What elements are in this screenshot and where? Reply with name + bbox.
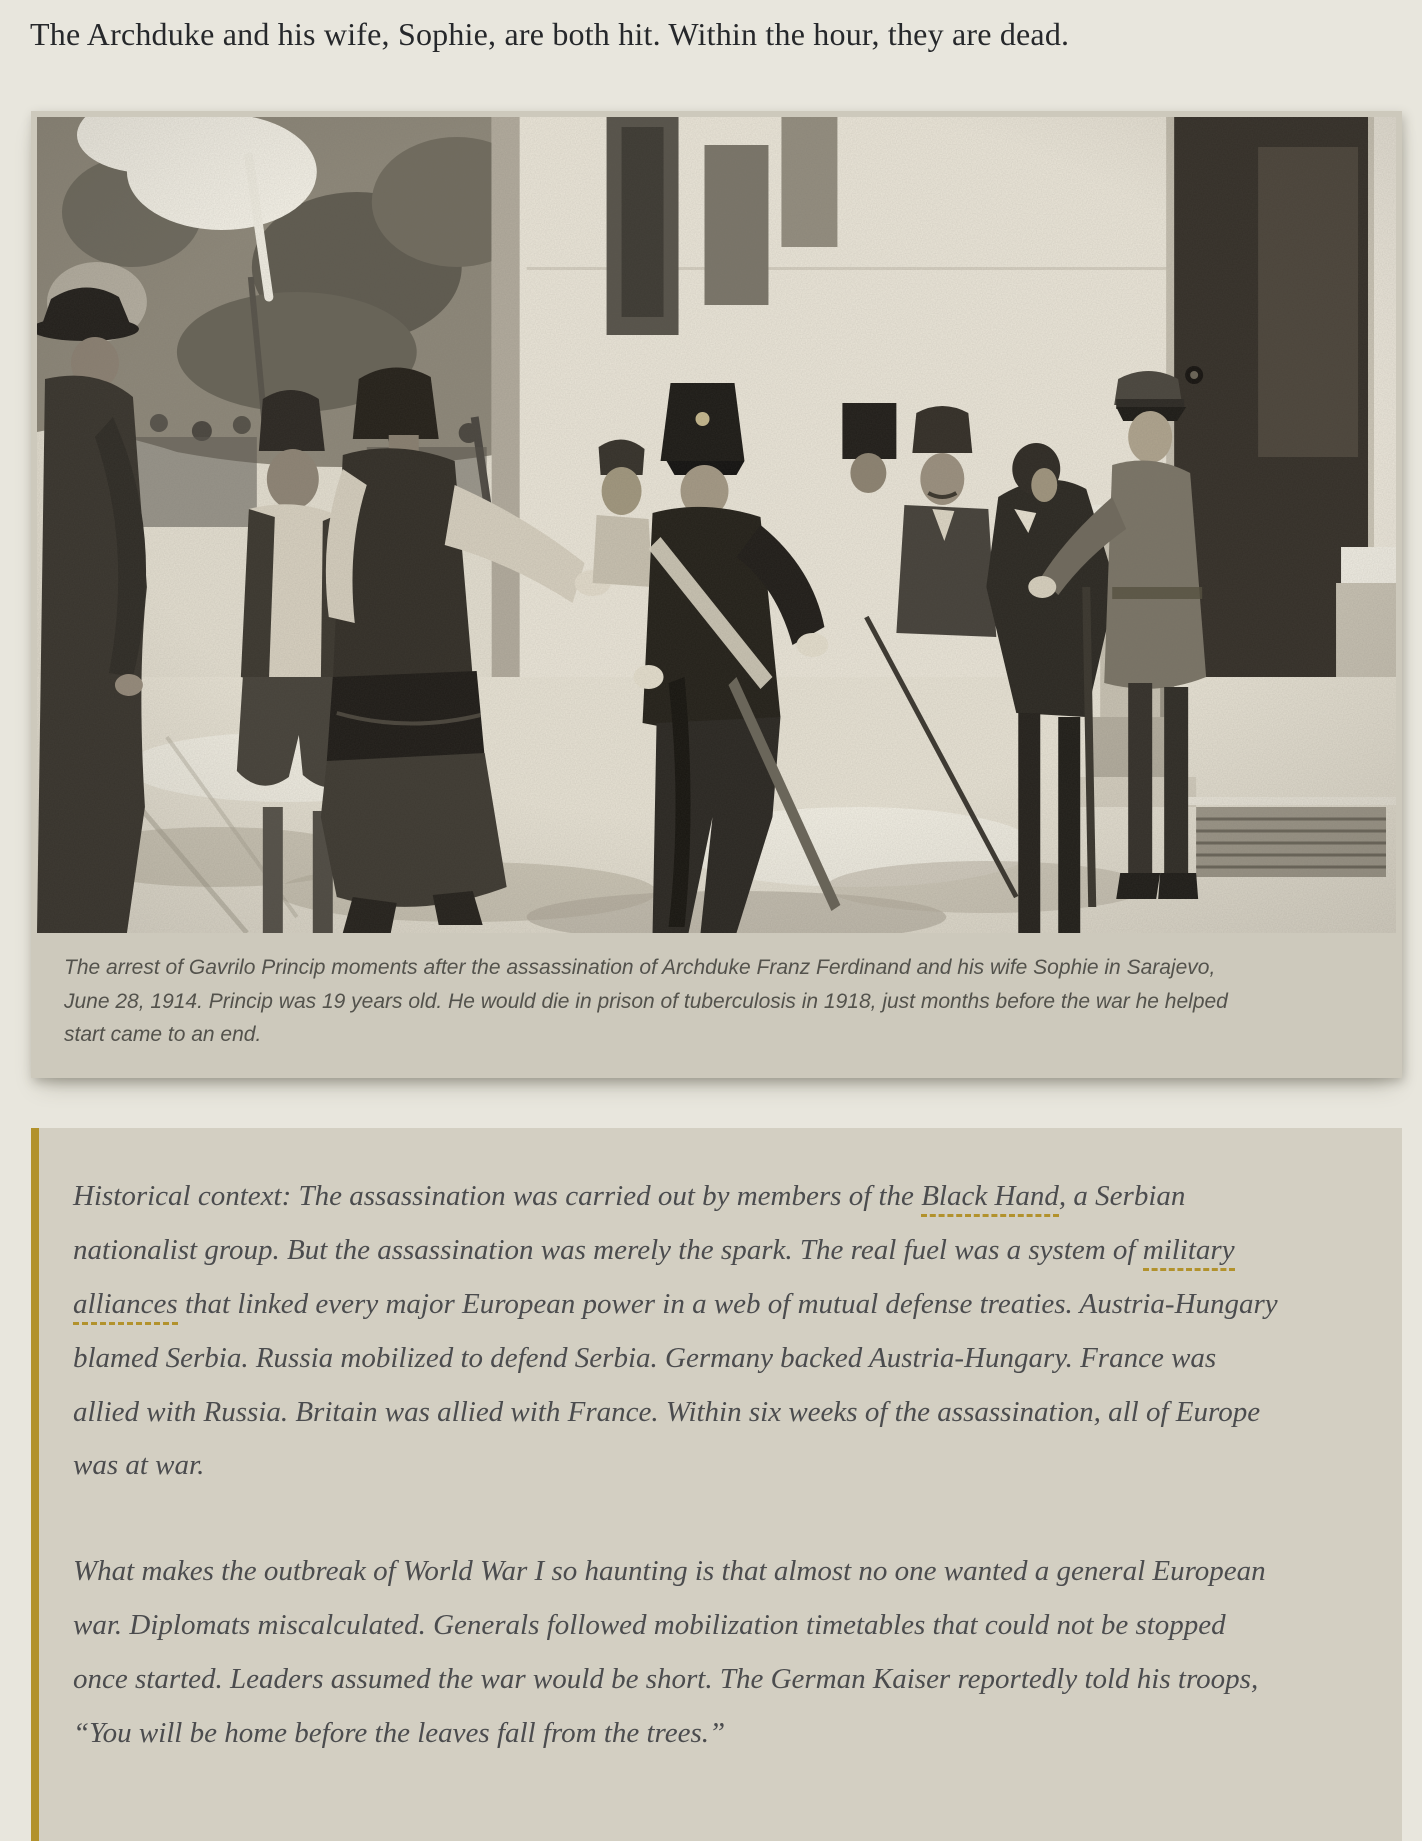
arrest-photo-illustration xyxy=(37,117,1396,933)
historical-context-blockquote xyxy=(31,1128,1402,1841)
black-hand-link[interactable]: Black Hand xyxy=(921,1180,1059,1217)
article xyxy=(0,14,1422,1841)
context-text: , a Serbian nationalist group. But the assassination was merely the spark. The real fuel was a system of xyxy=(73,1179,1186,1266)
intro-paragraph: The Archduke and his wife, Sophie, are both hit. Within the hour, they are dead. xyxy=(30,16,1070,52)
film-grain-overlay xyxy=(37,117,1396,933)
photo-caption: The arrest of Gavrilo Princip moments after the assassination of Archduke Franz Ferdinand and his wife Sophie in Sarajevo, June 28, 1914. Princip was 19 years old. He would die in prison of tuberculosis in 1918, just months before the war he helped start came to an end. xyxy=(64,956,1228,1047)
photo-figure xyxy=(31,111,1402,1078)
context-text: Historical context: The assassination was carried out by members of the xyxy=(73,1179,922,1212)
context-paragraph-2: What makes the outbreak of World War I so haunting is that almost no one wanted a general European war. Diplomats miscalculated. Generals followed mobilization timetables that could not be stopped once started. Leaders assumed the war would be short. The German Kaiser reportedly told his troops, “You will be home before the leaves fall from the trees.” xyxy=(73,1555,1266,1750)
context-paragraph-1 xyxy=(73,1170,1282,1494)
context-text: that linked every major European power in a web of mutual defense treaties. Austria-Hungary blamed Serbia. Russia mobilized to defend Serbia. Germany backed Austria-Hungary. France was allied with Russia. Britain was allied with France. Within six weeks of the assassination, all of Europe was at war. xyxy=(73,1287,1278,1482)
arrest-photo xyxy=(37,117,1396,933)
military-alliances-link[interactable]: military alliances xyxy=(73,1234,1235,1325)
